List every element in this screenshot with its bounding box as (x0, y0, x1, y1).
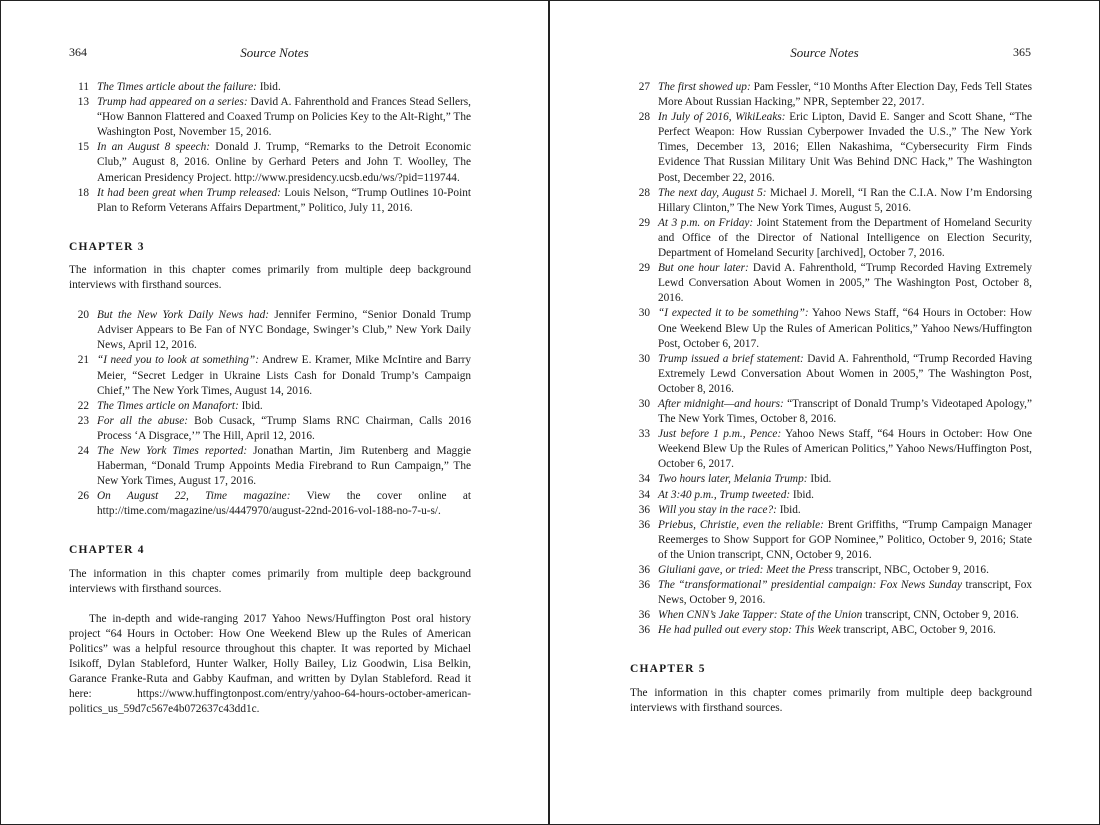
note-cue: But one hour later: (658, 262, 749, 275)
note-cue: Trump had appeared on a series: (97, 96, 248, 109)
note-cue: He had pulled out every stop: This Week (658, 624, 841, 637)
note-citation: Jennifer Fermino, “Senior Donald Trump Adviser Appears to Be Fan of NYC Bondage, Swinger’s Club,” New York Daily News, April 12, 2016. (97, 309, 472, 352)
note-citation: Jonathan Martin, Jim Rutenberg and Maggie Haberman, “Donald Trump Appoints Media Firebrand to Run Campaign,” The New York Times, August 17, 2016. (97, 444, 471, 488)
source-note (69, 399, 471, 414)
note-cue: The “transformational” presidential campaign: Fox News Sunday (658, 579, 963, 592)
note-cue: Two hours later, Melania Trump: (658, 473, 808, 486)
source-note (630, 352, 1032, 397)
source-note (630, 110, 1032, 185)
note-number: 21 (77, 354, 89, 367)
note-cue: The Times article about the failure: (97, 81, 257, 93)
note-citation: David A. Fahrenthold, “Trump Recorded Having Extremely Lewd Conversation About Women in 2005,” The Washington Post, October 8, 2016. (658, 352, 1033, 395)
chapter-heading: CHAPTER 3 (69, 240, 145, 253)
source-note (630, 578, 1032, 608)
page-number: 364 (69, 45, 87, 59)
note-cue: For all the abuse: (97, 414, 189, 427)
note-number: 36 (638, 564, 650, 576)
chapter-paragraph: The in-depth and wide-ranging 2017 Yahoo News/Huffington Post oral history project “64 Hours in October: How One Weekend Blew up the Rules of American Politics” was a helpful resource throughout this chapter. It was reported by Michael Isikoff, Dylan Stableford, Hunter Walker, Holly Bailey, Liz Goodwin, Lisa Belkin, Garance Franke-Ruta and Gabby Kaufman, and written by Dylan Stableford. Read it here: https://www.huffingtonpost.com/entry/yahoo-64-hours-october-american-politics_us_59d7c567e4b072637c43dd1c. (69, 612, 471, 716)
note-citation: transcript, NBC, October 9, 2016. (832, 564, 989, 576)
chapter-heading: CHAPTER 5 (630, 663, 706, 676)
source-note (69, 414, 471, 444)
source-note (630, 186, 1032, 216)
note-cue: “I need you to look at something”: (97, 354, 259, 367)
note-number: 36 (638, 518, 650, 531)
note-cue: The Times article on Manafort: (97, 399, 239, 412)
source-note (69, 80, 471, 95)
note-cue: Priebus, Christie, even the reliable: (658, 518, 824, 531)
note-cue: At 3 p.m. on Friday: (658, 216, 754, 229)
note-number: 20 (77, 309, 89, 322)
left-page-body (69, 80, 471, 717)
note-number: 28 (638, 111, 650, 124)
note-cue: In July of 2016, WikiLeaks: (658, 111, 786, 124)
note-number: 30 (638, 307, 650, 320)
right-page (550, 1, 1099, 824)
note-number: 29 (638, 216, 650, 229)
source-note (69, 353, 471, 398)
source-note (630, 261, 1032, 306)
chapter-intro: The information in this chapter comes primarily from multiple deep background interviews with firsthand sources. (69, 263, 471, 292)
note-citation: Yahoo News Staff, “64 Hours in October: How One Weekend Blew Up the Rules of American Politics,” Yahoo News/Huffington Post, October 6, 2017. (658, 307, 1032, 350)
running-title: Source Notes (790, 45, 859, 60)
note-number: 18 (77, 186, 89, 199)
note-citation: transcript, ABC, October 9, 2016. (840, 624, 996, 637)
note-number: 30 (638, 352, 650, 365)
note-cue: But the New York Daily News had: (97, 309, 270, 322)
note-citation: Yahoo News Staff, “64 Hours in October: How One Weekend Blew Up the Rules of American Politics,” Yahoo News/Huffington Post, October 6, 2017. (658, 428, 1033, 471)
source-note (630, 216, 1032, 261)
note-citation: transcript, Fox News, October 9, 2016. (658, 579, 1032, 607)
note-number: 26 (77, 490, 89, 503)
source-note (630, 427, 1032, 472)
note-citation: Donald J. Trump, “Remarks to the Detroit Economic Club,” August 8, 2016. Online by Gerhard Peters and John T. Woolley, The American Presidency Project. http://www.presidency.ucsb.edu/ws/?pid=119744. (97, 141, 471, 184)
note-number: 34 (638, 473, 650, 486)
note-number: 28 (638, 186, 650, 199)
note-cue: It had been great when Trump released: (97, 186, 281, 199)
note-citation: Andrew E. Kramer, Mike McIntire and Barry Meier, “Secret Ledger in Ukraine Lists Cash for Donald Trump’s Campaign Chief,” The New York Times, August 14, 2016. (97, 354, 471, 397)
note-number: 13 (77, 96, 89, 109)
note-citation: Ibid. (776, 503, 801, 516)
note-cue: Trump issued a brief statement: (658, 352, 804, 365)
source-note (69, 444, 471, 489)
source-note (69, 489, 471, 519)
note-number: 23 (77, 414, 89, 427)
running-title: Source Notes (240, 45, 309, 60)
note-list (69, 80, 471, 216)
note-citation: Michael J. Morell, “I Ran the C.I.A. Now I’m Endorsing Hillary Clinton,” The New York Times, August 5, 2016. (658, 186, 1032, 214)
note-citation: Brent Griffiths, “Trump Campaign Manager Reemerges to Show Support for GOP Nominee,” Politico, October 9, 2016; State of the Union transcript, CNN, October 9, 2016. (658, 518, 1032, 561)
note-citation: Louis Nelson, “Trump Outlines 10-Point Plan to Reform Veterans Affairs Department,” Politico, July 11, 2016. (97, 186, 471, 214)
note-number: 22 (77, 399, 89, 412)
note-citation: Ibid. (790, 488, 814, 501)
note-number: 36 (638, 579, 650, 592)
note-number: 27 (638, 81, 650, 93)
left-page-header (1, 45, 548, 61)
source-note (69, 95, 471, 140)
note-cue: After midnight—and hours: (658, 397, 784, 410)
note-citation: Bob Cusack, “Trump Slams RNC Chairman, Calls 2016 Process ‘A Disgrace,’” The Hill, April 12, 2016. (97, 414, 472, 442)
note-number: 11 (78, 81, 89, 93)
note-number: 30 (638, 397, 650, 410)
page-number: 365 (1013, 45, 1031, 59)
note-cue: Giuliani gave, or tried: Meet the Press (658, 564, 833, 576)
note-number: 36 (638, 503, 650, 516)
note-citation: Eric Lipton, David E. Sanger and Scott Shane, “The Perfect Weapon: How Russian Cyberpower Invaded the U.S.,” The New York Times, December 13, 2016; Ellen Nakashima, “Cybersecurity Firm Finds Evidence That Russian Military Unit Was Behind DNC Hack,” The Washington Post, December 22, 2016. (658, 111, 1032, 184)
source-note (630, 518, 1032, 563)
note-number: 33 (638, 428, 650, 441)
note-number: 36 (638, 609, 650, 622)
note-number: 34 (638, 488, 650, 501)
right-page-header (550, 45, 1099, 61)
note-number: 36 (638, 624, 650, 637)
note-list (69, 308, 471, 519)
note-number: 15 (77, 141, 89, 154)
note-citation: David A. Fahrenthold and Frances Stead Sellers, “How Bannon Flattered and Coaxed Trump on Policies Key to the Alt-Right,” The Washington Post, November 15, 2016. (97, 96, 471, 139)
note-citation: Ibid. (238, 399, 263, 412)
note-citation: Joint Statement from the Department of Homeland Security and Office of the Director of National Intelligence on Election Security, Department of Homeland Security [archived], October 7, 2016. (658, 216, 1032, 260)
note-citation: transcript, CNN, October 9, 2016. (862, 609, 1019, 622)
source-note (69, 140, 471, 185)
note-cue: The next day, August 5: (658, 186, 767, 199)
note-citation: David A. Fahrenthold, “Trump Recorded Having Extremely Lewd Conversation About Women in 2005,” The Washington Post, October 8, 2016. (658, 262, 1032, 305)
note-number: 24 (77, 444, 89, 457)
note-cue: On August 22, Time magazine: (97, 490, 291, 503)
source-note (69, 308, 471, 353)
note-cue: At 3:40 p.m., Trump tweeted: (658, 488, 791, 501)
note-citation: Ibid. (256, 81, 281, 93)
source-note (630, 623, 1032, 638)
note-cue: Will you stay in the race?: (658, 503, 777, 516)
note-citation: View the cover online at http://time.com/magazine/us/4447970/august-22nd-2016-vol-188-no-7-u-s/. (97, 490, 471, 518)
chapter-intro: The information in this chapter comes primarily from multiple deep background interviews with firsthand sources. (69, 567, 471, 595)
source-note (630, 608, 1032, 623)
note-cue: In an August 8 speech: (97, 141, 211, 154)
left-page (1, 1, 550, 824)
chapter-heading: CHAPTER 4 (69, 544, 145, 557)
right-page-body (630, 80, 1032, 716)
note-cue: The first showed up: (658, 81, 751, 93)
note-list (630, 80, 1032, 638)
note-number: 29 (638, 262, 650, 275)
source-note (630, 563, 1032, 578)
note-cue: The New York Times reported: (97, 444, 248, 457)
note-cue: “I expected it to be something”: (658, 307, 809, 320)
note-cue: When CNN’s Jake Tapper: State of the Union (658, 609, 863, 622)
note-citation: Ibid. (807, 473, 832, 486)
note-citation: Pam Fessler, “10 Months After Election Day, Feds Tell States More About Russian Hacking,” NPR, September 22, 2017. (658, 81, 1033, 109)
source-note (630, 503, 1032, 518)
source-note (630, 306, 1032, 351)
source-note (69, 186, 471, 216)
note-citation: “Transcript of Donald Trump’s Videotaped Apology,” The New York Times, October 8, 2016. (658, 397, 1032, 426)
chapter-intro: The information in this chapter comes primarily from multiple deep background interviews with firsthand sources. (630, 686, 1032, 714)
source-note (630, 472, 1032, 487)
note-cue: Just before 1 p.m., Pence: (658, 428, 782, 441)
source-note (630, 488, 1032, 503)
source-note (630, 80, 1032, 110)
source-note (630, 397, 1032, 427)
